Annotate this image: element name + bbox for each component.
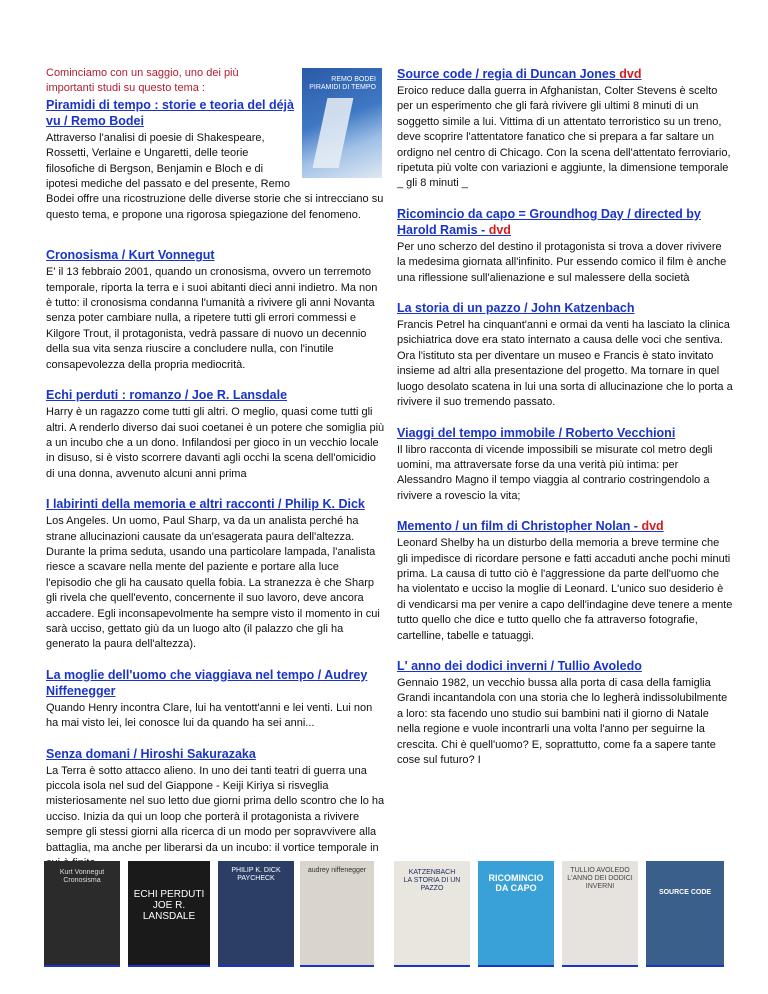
list-item [397,300,733,410]
cover-label: Kurt Vonnegut Cronosisma [59,869,105,884]
book-cover-link[interactable] [44,861,120,967]
dvd-badge: dvd [488,222,511,237]
cover-label: ECHI PERDUTI JOE R. LANSDALE [133,889,205,922]
entry-title-link[interactable]: Senza domani / Hiroshi Sakurazaka [46,746,256,761]
book-cover-link[interactable] [394,861,470,967]
entry-description: Attraverso l'analisi di poesie di Shakespeare, Rossetti, Verlaine e Ungaretti, delle teorie filosofiche di Bergson, Benjamin e Bloch e di ipotesi mediche del passato e del presente, Remo Bodei offre una ricostruzione delle diverse storie che si intrecciano su questo tema, e propone una rigorosa spiegazione del fenomeno. [46,131,384,221]
entry-description: Per uno scherzo del destino il protagonista si trova a dover rivivere la medesima giornata all'infinito. Pur essendo comico il film è anche una riflessione sull'alienazione e sul malessere della società [397,240,727,284]
cover-label: TULLIO AVOLEDO L'ANNO DEI DODICI INVERNI [567,867,633,890]
entry-description: Gennaio 1982, un vecchio bussa alla porta di casa della famiglia Grandi incantandola con una storia che lo legherà indissolubilmente a loro: sta facendo uno studio sui bambini nati il giorno di Natale nella regione e vuole incontrarli una volta l'anno per seguirne la crescita. Chi è quell'uomo? E, soprattutto, come fa a sapere tante cose sul futuro? I [397,676,728,766]
entry-description: Il libro racconta di vicende impossibili se misurate col metro degli uomini, ma attraversate forse da una verità più intima: per Alessandro Magno il tempo viaggia al contrario costringendolo a rivivere a rovescio la vita; [397,443,713,502]
entry-description: E' il 13 febbraio 2001, quando un cronosisma, ovvero un terremoto temporale, riporta la terra e i suoi abitanti dieci anni indietro. Ma non è tutto: il cronosisma condanna l'umanità a rivivere gli anni Novanta senza poter cambiare nulla, a ripetere tutti gli errori commessi e Kilgore Trout, il protagonista, vedrà passare di nuovo un decennio della sua vita senza riuscire a concludere nulla, con l'inutile consapevolezza della propria mediocrità. [46,266,378,371]
book-cover-piramidi [302,68,382,178]
cover-label: RICOMINCIO DA CAPO [488,873,544,893]
book-cover-link[interactable] [128,861,210,967]
entry-title-link[interactable]: Ricomincio da capo = Groundhog Day / directed by Harold Ramis - dvd [397,206,701,237]
cover-strip-left [44,861,374,965]
list-item [397,425,733,505]
cover-strip-right [394,861,724,965]
entry-description: Francis Petrel ha cinquant'anni e ormai da venti ha lasciato la clinica psichiatrica dove era stato internato a causa delle voci che sentiva. Ora l'istituto sta per diventare un museo e Francis è stato invitato insieme ad altri alla presentazione del progetto. Ma tornare in quel luogo desolato scatena in lui una sorta di allucinazione che lo porta a rivivere il suo tremendo passato. [397,319,733,409]
entry-description: Leonard Shelby ha un disturbo della memoria a breve termine che gli impedisce di ricordare persone e fatti accaduti anche pochi minuti prima. La causa di tutto ciò è l'aggressione da parte dell'uomo che ha violentato e ucciso la moglie di Leonard. L'unico suo desiderio è di vendicarsi ma per venire a capo dell'indagine deve tenere a mente tutto quello che dice e tutto quello che fa attraverso fotografie, cartelline, tabelle e tatuaggi. [397,537,733,642]
list-item [46,496,386,653]
intro-lead: Cominciamo con un saggio, uno dei più importanti studi su questo tema : [46,67,239,95]
dvd-badge: dvd [641,519,664,534]
list-item [46,387,386,482]
book-cover-link[interactable] [218,861,294,967]
cover-art [313,98,354,168]
list-item [397,66,733,192]
list-item [46,746,386,872]
book-cover-link[interactable] [562,861,638,967]
entry-description: Harry è un ragazzo come tutti gli altri. O meglio, quasi come tutti gli altri. A renderlo diverso dai suoi coetanei è un potere che somiglia più a un incubo che a un dono. Infilandosi per gioco in un vecchio locale in disuso, si è visto scorrere davanti agli occhi la scena dell'omicidio di una donna, avvenuto alcuni anni prima [46,406,385,480]
entry-description: Los Angeles. Un uomo, Paul Sharp, va da un analista perché ha strane allucinazioni causate da un'esagerata paura dell'altezza. Durante la prima seduta, usando una particolare lampada, l'analista riesce a scavare nella mente del paziente e portare alla luce l'episodio che gli ha causato quella fobia. La stranezza è che Sharp gli rivela che quell'evento, concernente il suo lavoro, deve ancora accadere. Egli inconsapevolmente ha sempre visto il momento in cui sarà ucciso, gettato giù da un luogo alto (il palazzo che gli ha generato la paura dell'altezza). [46,515,380,651]
entry-title-link[interactable]: Piramidi di tempo : storie e teoria del déjà vu / Remo Bodei [46,97,294,128]
cover-label: audrey niffenegger [307,867,367,874]
entry-title-link[interactable]: La moglie dell'uomo che viaggiava nel tempo / Audrey Niffenegger [46,667,368,698]
entry-description: La Terra è sotto attacco alieno. In uno dei tanti teatri di guerra una piccola isola nel sud del Giappone - Keiji Kiriya si risveglia misteriosamente nel suo letto due giorni prima dello scontro che lo ha ucciso. Inizia da qui un loop che porterà il protagonista a rivivere sempre gli stessi giorni alla ricerca di un modo per sopravvivere alla battaglia, ma anche per liberarsi da un incubo: il vortice temporale in [46,764,385,854]
entry-title-link[interactable]: I labirinti della memoria e altri racconti / Philip K. Dick [46,497,365,512]
cover-label: KATZENBACH LA STORIA DI UN PAZZO [403,869,461,892]
list-item [397,518,733,644]
entry-title-link[interactable]: La storia di un pazzo / John Katzenbach [397,301,635,316]
book-cover-link[interactable] [478,861,554,967]
cover-label: PHILIP K. DICK PAYCHECK [231,867,281,882]
intro-block [46,66,386,223]
book-cover-link[interactable] [646,861,724,967]
entry-title-link[interactable]: Memento / un film di Christopher Nolan - dvd [397,519,664,534]
list-item [46,247,386,373]
cover-title: REMO BODEI PIRAMIDI DI TEMPO [309,76,376,91]
dvd-badge: dvd [619,67,642,81]
list-item [397,658,733,768]
entry-title-link[interactable]: Source code / regia di Duncan Jones dvd [397,67,642,81]
right-column [397,66,733,782]
entry-title-link[interactable]: L' anno dei dodici inverni / Tullio Avoledo [397,658,642,673]
list-item [397,206,733,286]
entry-title-link[interactable]: Viaggi del tempo immobile / Roberto Vecchioni [397,425,676,440]
entry-title-link[interactable]: Echi perduti : romanzo / Joe R. Lansdale [46,388,288,403]
list-item [46,667,386,732]
left-column [46,66,386,885]
entry-title-link[interactable]: Cronosisma / Kurt Vonnegut [46,248,215,263]
book-cover-link[interactable] [300,861,374,967]
entry-description: Eroico reduce dalla guerra in Afghanistan, Colter Stevens è scelto per un esperimento che gli farà rivivere gli ultimi 8 minuti di un soggetto simile a lui. Vittima di un attentato terroristico su un treno, deve scoprire l'attentatore fanatico che si prepara a far saltare un ordigno nel centro di Chicago. Con la scena dell'attentato ferroviario, ripetuta più volte con variazioni e aggiunte, la dimensione temporale _ gli 8 minuti _ [397,85,731,190]
cover-label: SOURCE CODE [658,889,712,896]
entry-description: Quando Henry incontra Clare, lui ha ventott'anni e lei venti. Lui non ha mai visto lei, lei conosce lui da quando ha sei anni... [46,701,373,730]
